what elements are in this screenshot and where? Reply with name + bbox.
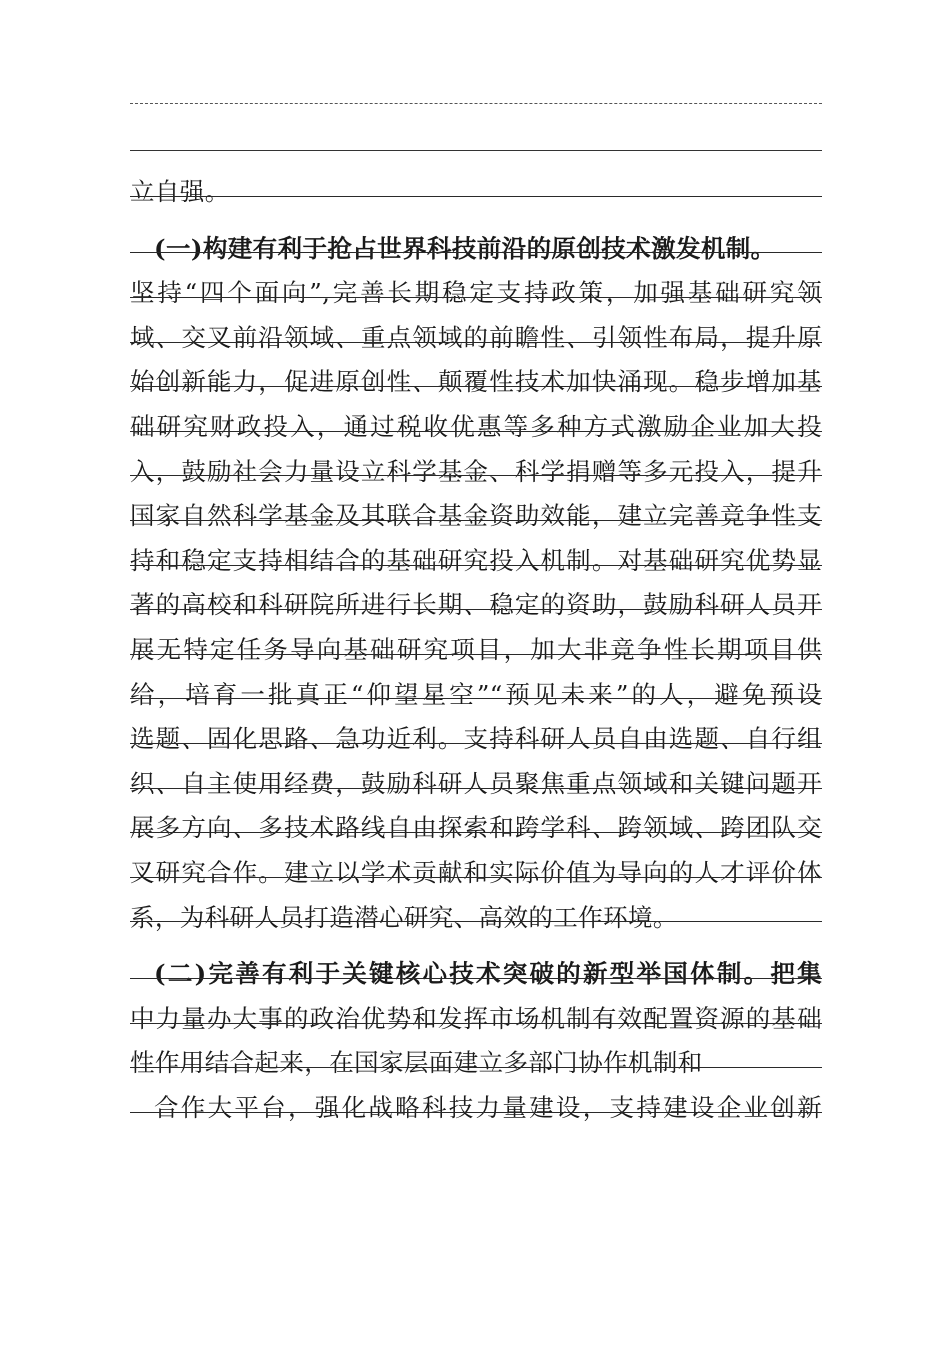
header-rule	[130, 150, 822, 151]
text-line-7: 入，鼓励社会力量设立科学基金、科学捐赠等多元投入，提升	[130, 450, 822, 495]
document-body	[130, 170, 822, 1130]
text-line-17: 系，为科研人员打造潜心研究、高效的工作环境。	[130, 896, 822, 941]
text-line-19: 中力量办大事的政治优势和发挥市场机制有效配置资源的基础	[130, 997, 822, 1042]
text-line-11: 展无特定任务导向基础研究项目，加大非竞争性长期项目供	[130, 628, 822, 673]
text-line-3: 坚持“四个面向”,完善长期稳定支持政策，加强基础研究领	[130, 271, 822, 316]
text-line-12: 给，培育一批真正“仰望星空”“预见未来”的人，避免预设	[130, 673, 822, 718]
text-line-6: 础研究财政投入，通过税收优惠等多种方式激励企业加大投	[130, 405, 822, 450]
text-line-8: 国家自然科学基金及其联合基金资助效能，建立完善竞争性支	[130, 494, 822, 539]
text-line-4: 域、交叉前沿领域、重点领域的前瞻性、引领性布局，提升原	[130, 316, 822, 361]
text-line-13: 选题、固化思路、急功近利。支持科研人员自由选题、自行组	[130, 717, 822, 762]
text-line-5: 始创新能力，促进原创性、颠覆性技术加快涌现。稳步增加基	[130, 360, 822, 405]
text-line-21: 合作大平台，强化战略科技力量建设，支持建设企业创新	[130, 1086, 822, 1131]
text-line-9: 持和稳定支持相结合的基础研究投入机制。对基础研究优势显	[130, 539, 822, 584]
text-line-10: 著的高校和科研院所进行长期、稳定的资助，鼓励科研人员开	[130, 583, 822, 628]
header-rule-dashed	[130, 103, 822, 104]
text-line-1: 立自强。	[130, 170, 822, 215]
section-heading-2: (二)完善有利于关键核心技术突破的新型举国体制。把集	[130, 952, 822, 997]
text-line-16: 叉研究合作。建立以学术贡献和实际价值为导向的人才评价体	[130, 851, 822, 896]
section-heading-1: (一)构建有利于抢占世界科技前沿的原创技术激发机制。	[130, 227, 822, 272]
text-line-14: 织、自主使用经费，鼓励科研人员聚焦重点领域和关键问题开	[130, 762, 822, 807]
text-line-20: 性作用结合起来，在国家层面建立多部门协作机制和	[130, 1041, 822, 1086]
text-line-15: 展多方向、多技术路线自由探索和跨学科、跨领域、跨团队交	[130, 806, 822, 851]
